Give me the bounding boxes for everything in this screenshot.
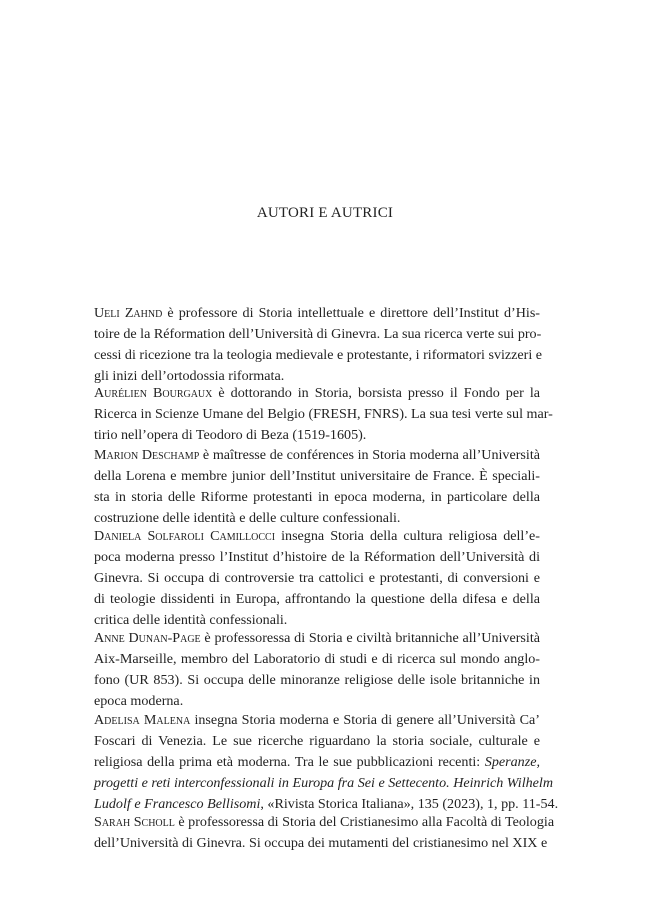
entry-text: poca moderna presso l’Institut d’histoire de la Réformation dell’Università di	[94, 549, 540, 565]
entry-text: Ricerca in Scienze Umane del Belgio (FRESH, FNRS). La sua tesi verte sul mar-	[94, 406, 553, 422]
author-entry-malena	[94, 710, 559, 815]
entry-text: è maîtresse de conférences in Storia moderna all’Università	[199, 447, 540, 463]
entry-text: religiosa della prima età moderna. Tra le sue pubblicazioni recenti:	[94, 754, 485, 770]
publication-title: Speranze,	[484, 754, 540, 770]
author-entry-dunan-page	[94, 628, 540, 712]
author-name: Anne Dunan-Page	[94, 630, 201, 646]
entry-text: Ginevra. Si occupa di controversie tra cattolici e protestanti, di conversioni e	[94, 570, 540, 586]
author-entry-solfaroli	[94, 526, 540, 631]
entry-text: cessi di ricezione tra la teologia medievale e protestante, i riformatori svizzeri e	[94, 347, 543, 363]
entry-text: costruzione delle identità e delle culture confessionali.	[94, 510, 401, 526]
entry-text: di teologie dissidenti in Europa, affrontando la questione della difesa e della	[94, 591, 540, 607]
entry-text: insegna Storia moderna e Storia di genere all’Università Ca’	[190, 712, 541, 728]
page-title: AUTORI E AUTRICI	[256, 205, 394, 221]
entry-text: epoca moderna.	[94, 693, 184, 709]
author-entry-zahnd	[94, 303, 543, 387]
entry-text: toire de la Réformation dell’Università di Ginevra. La sua ricerca verte sui pro-	[94, 326, 542, 342]
entry-text: , «Rivista Storica Italiana», 135 (2023), 1, pp. 11-54.	[260, 796, 559, 812]
publication-title: progetti e reti interconfessionali in Europa fra Sei e Settecento. Heinrich Wilhelm	[94, 775, 554, 791]
author-name: Adelisa Malena	[94, 712, 191, 728]
entry-text: Aix-Marseille, membro del Laboratorio di studi e di ricerca sul mondo anglo-	[94, 651, 540, 667]
entry-text: fono (UR 853). Si occupa delle minoranze religiose delle isole britanniche in	[94, 672, 540, 688]
author-entry-bourgaux	[94, 383, 553, 446]
entry-text: della Lorena e membre junior dell’Institut universitaire de France. È speciali-	[94, 468, 540, 484]
publication-title: Ludolf e Francesco Bellisomi	[94, 796, 261, 812]
author-name: Aurélien Bourgaux	[94, 385, 213, 401]
entry-text: è professoressa di Storia del Cristianesimo alla Facoltà di Teologia	[174, 814, 555, 830]
author-name: Marion Deschamp	[94, 447, 200, 463]
author-entry-deschamp	[94, 445, 540, 529]
entry-text: Foscari di Venezia. Le sue ricerche riguardano la storia sociale, culturale e	[94, 733, 540, 749]
entry-text: è professoressa di Storia e civiltà britanniche all’Università	[200, 630, 540, 646]
entry-text: sta in storia delle Riforme protestanti in epoca moderna, in particolare della	[94, 489, 540, 505]
entry-text: insegna Storia della cultura religiosa dell’e-	[275, 528, 540, 544]
entry-text: dell’Università di Ginevra. Si occupa dei mutamenti del cristianesimo nel XIX e	[94, 835, 548, 851]
entry-text: gli inizi dell’ortodossia riformata.	[94, 368, 285, 384]
entry-text: è dottorando in Storia, borsista presso il Fondo per la	[212, 385, 540, 401]
entry-text: critica delle identità confessionali.	[94, 612, 288, 628]
author-name: Sarah Scholl	[94, 814, 175, 830]
author-name: Daniela Solfaroli Camillocci	[94, 528, 276, 544]
author-name: Ueli Zahnd	[94, 305, 163, 321]
author-entry-scholl	[94, 812, 555, 854]
entry-text: tirio nell’opera di Teodoro di Beza (1519-1605).	[94, 427, 367, 443]
entry-text: è professore di Storia intellettuale e direttore dell’Institut d’His-	[162, 305, 540, 321]
